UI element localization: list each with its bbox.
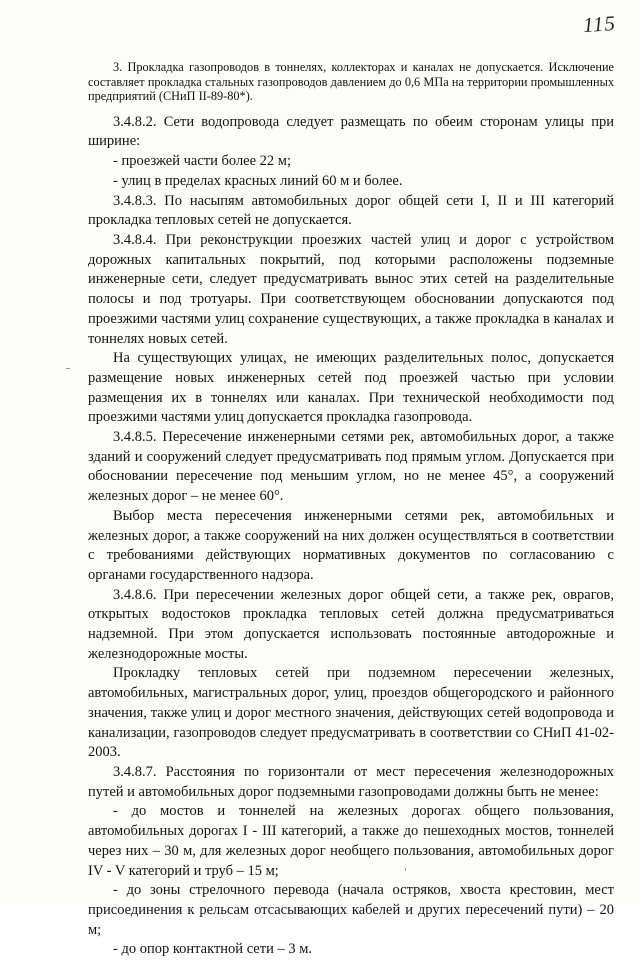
paragraph-crossing-location: Выбор места пересечения инженерными сетями рек, автомобильных и железных дорог, а также сооружений на них должен осуществляться в соответствии с требованиями действующих нормативных документов по согласованию с органами государственного надзора.	[88, 507, 614, 583]
handwritten-page-number: 115	[582, 10, 617, 38]
paragraph-heat-network-crossing: Прокладку тепловых сетей при подземном пересечении железных, автомобильных, магистральных дорог, улиц, проездов общегородского и районного значения, также улиц и дорог местного значения, действующих сетей водопровода и канализации, газопроводов следует предусматривать в соответствии со СНиП 41-02-2003.	[88, 665, 614, 761]
list-item-bridges-tunnels: - до мостов и тоннелей на железных дорогах общего пользования, автомобильных дорогах I - III категорий, а также до пешеходных мостов, тоннелей через них – 30 м, для железных дорог необщего пользования, автомобильных дорог IV - V категорий и труб – 15 м;	[88, 803, 614, 879]
clause-3-4-8-4: 3.4.8.4. При реконструкции проезжих частей улиц и дорог с устройством дорожных капитальных покрытий, под которыми расположены подземные инженерные сети, следует предусматривать вынос этих сетей на разделительные полосы и под тротуары. При соответствующем обосновании допускаются под проезжими частями улиц сохранение существующих, а также прокладка в каналах и тоннелях новых сетей.	[88, 232, 614, 347]
document-body	[88, 60, 614, 960]
list-item-switch-zone: - до зоны стрелочного перевода (начала остряков, хвоста крестовин, мест присоединения к рельсам отсасывающих кабелей и других пересечений пути) – 20 м;	[88, 882, 614, 938]
footnote-gas-pipelines: 3. Прокладка газопроводов в тоннелях, коллекторах и каналах не допускается. Исключение составляет прокладка стальных газопроводов давлением до 0,6 МПа на территории промышленных предприятий (СНиП II-89-80*).	[88, 60, 614, 104]
scan-artifact-mark	[66, 368, 70, 369]
clause-3-4-8-3: 3.4.8.3. По насыпям автомобильных дорог общей сети I, II и III категорий прокладка тепловых сетей не допускается.	[88, 192, 614, 229]
scan-artifact-mark	[405, 868, 406, 871]
list-item-carriageway-width: - проезжей части более 22 м;	[113, 153, 292, 170]
list-item-catenary-supports: - до опор контактной сети – 3 м.	[113, 941, 313, 958]
clause-3-4-8-2: 3.4.8.2. Сети водопровода следует размещать по обеим сторонам улицы при ширине:	[88, 113, 614, 150]
clause-3-4-8-6: 3.4.8.6. При пересечении железных дорог общей сети, а также рек, оврагов, открытых водостоков прокладка тепловых сетей должна предусматриваться надземной. При этом допускается использовать постоянные автодорожные и железнодорожные мосты.	[88, 586, 614, 662]
list-item-red-lines-width: - улиц в пределах красных линий 60 м и более.	[113, 172, 403, 189]
clause-3-4-8-7: 3.4.8.7. Расстояния по горизонтали от мест пересечения железнодорожных путей и автомобильных дорог подземными газопроводами должны быть не менее:	[88, 763, 614, 800]
paragraph-existing-streets: На существующих улицах, не имеющих разделительных полос, допускается размещение новых инженерных сетей под проезжей частью при условии размещения их в тоннелях или каналах. При технической необходимости под проезжими частями улиц допускается прокладка газопровода.	[88, 350, 614, 426]
clause-3-4-8-5: 3.4.8.5. Пересечение инженерными сетями рек, автомобильных дорог, а также зданий и сооружений следует предусматривать под прямым углом. Допускается при обосновании пересечение под меньшим углом, но не менее 45°, а сооружений железных дорог – не менее 60°.	[88, 429, 614, 505]
main-text	[88, 113, 614, 960]
